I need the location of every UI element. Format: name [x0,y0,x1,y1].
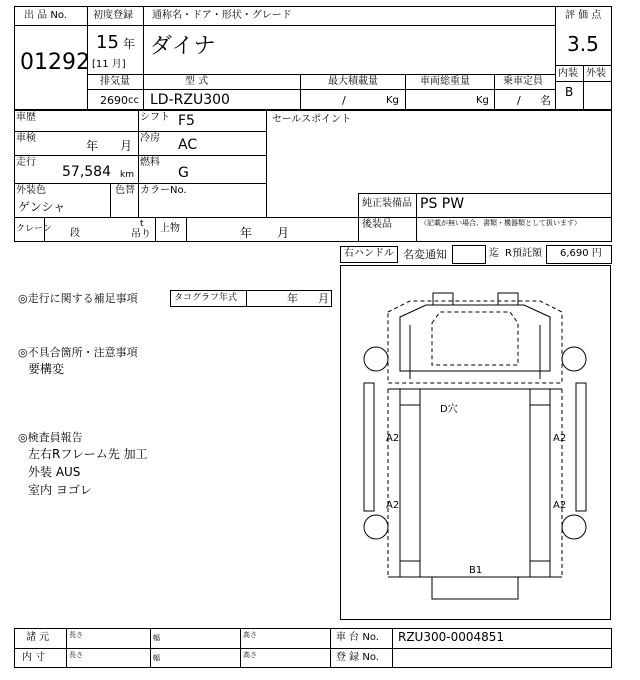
spec-width-label: 幅 [153,634,160,642]
diagram-mark-a2-left-lower: A2 [386,500,400,511]
name-change-label: 名変通知 [403,248,447,261]
max-load-slash: / [342,94,346,107]
fuel-value: G [178,165,189,181]
score: 3.5 [567,32,599,56]
history-label: 車歴 [16,112,36,123]
displacement-value: 2690 [100,94,128,107]
fuel-label: 燃料 [140,157,160,168]
color-no-label: 色替 [115,185,135,196]
car-name: ダイナ [150,34,216,59]
tachograph-month: 月 [318,292,329,305]
reg-year-unit: 年 [123,37,136,51]
chassis-no-value: RZU300-0004851 [398,630,505,644]
chassis-no-label: 車 台 No. [336,632,379,643]
upper-year: 年 [240,226,253,240]
report-line-2: 外装 AUS [28,465,81,479]
crane-label: クレーン [16,224,52,234]
diagram-mark-b1: B1 [469,565,483,576]
report-line-1: 左右Rフレーム先 加工 [28,447,148,461]
interior-label: 内装 [558,68,578,79]
exterior-label: 外装 [586,68,606,79]
deadline-label: 迄 [489,248,499,259]
ext-color-label: 外装色 [16,185,46,196]
dims-label: 内 寸 [22,652,46,663]
lot-number: 01292 [20,50,90,75]
capacity-label: 乗車定員 [503,76,543,87]
model-label: 型 式 [185,76,209,87]
right-hand-label: 右ハンドル [344,248,394,259]
shift-label: シフト [140,112,170,123]
aftermarket-label: 後装品 [362,219,392,230]
inspection-month: 月 [120,139,133,153]
tachograph-label: タコグラフ年式 [174,293,238,303]
equipment-value: PS PW [420,196,465,212]
first-reg-label: 初度登録 [93,10,133,21]
lot-no-label: 出 品 No. [24,10,67,21]
aircon-value: AC [178,137,198,153]
report-line-3: 室内 ヨゴレ [28,483,92,497]
ton-label: t [140,219,144,229]
diagram-mark-d: D穴 [440,404,458,415]
gross-weight-kg: Kg [476,95,489,106]
defect-note: 要構変 [28,362,65,376]
aftermarket-note: （記載が無い場合、書類・機器類として扱います） [420,219,581,227]
dims-height-label: 高さ [243,651,257,659]
genuine-equipment-label: 純正装備品 [362,198,412,209]
defects-label: ◎不具合箇所・注意事項 [18,346,138,359]
rating-label: 評 価 点 [565,10,602,21]
upper-month: 月 [277,226,290,240]
name-change-box [452,245,486,264]
km-unit: km [120,170,134,180]
reg-no-label: 登 録 No. [336,652,379,663]
gross-weight-label: 車両総重量 [420,76,470,87]
diagram-mark-a2-right-upper: A2 [553,433,567,444]
tachograph-year: 年 [287,292,298,305]
name-grade-label: 通称名・ドア・形状・グレード [152,10,292,21]
reg-month: [11 月] [92,59,126,70]
driving-notes-label: ◎走行に関する補足事項 [18,292,138,305]
dims-length-label: 長さ [69,651,83,659]
mileage-label: 走行 [16,157,36,168]
shift-value: F5 [178,113,195,129]
upper-label: 上物 [160,223,180,234]
ext-color-value: ゲンシャ [18,200,66,214]
spec-height-label: 高さ [243,631,257,639]
capacity-unit: 名 [540,94,551,107]
capacity-slash: / [517,94,521,107]
aircon-label: 冷房 [140,133,160,144]
sales-point-label: セールスポイント [272,114,352,125]
model-code: LD-RZU300 [150,92,230,108]
dims-width-label: 幅 [153,654,160,662]
max-load-label: 最大積載量 [328,76,378,87]
diagram-mark-a2-right-lower: A2 [553,500,567,511]
stage-label: 段 [70,228,80,239]
reg-year: 15 [96,32,119,53]
recycle-label: R預託額 [505,248,542,259]
cc-unit: cc [128,95,139,106]
spec-label: 諸 元 [26,632,50,643]
max-load-kg: Kg [386,95,399,106]
displacement-label: 排気量 [100,76,130,87]
mileage-value: 57,584 [62,164,111,180]
color-code-label: カラーNo. [140,185,187,196]
diagram-mark-a2-left-upper: A2 [386,433,400,444]
spec-length-label: 長さ [69,631,83,639]
inspection-year: 年 [86,139,99,153]
interior-score: B [565,85,574,99]
lift-label: 吊り [131,229,151,240]
inspector-report-label: ◎検査員報告 [18,431,83,444]
recycle-amount: 6,690 円 [560,248,602,259]
inspection-label: 車検 [16,133,36,144]
